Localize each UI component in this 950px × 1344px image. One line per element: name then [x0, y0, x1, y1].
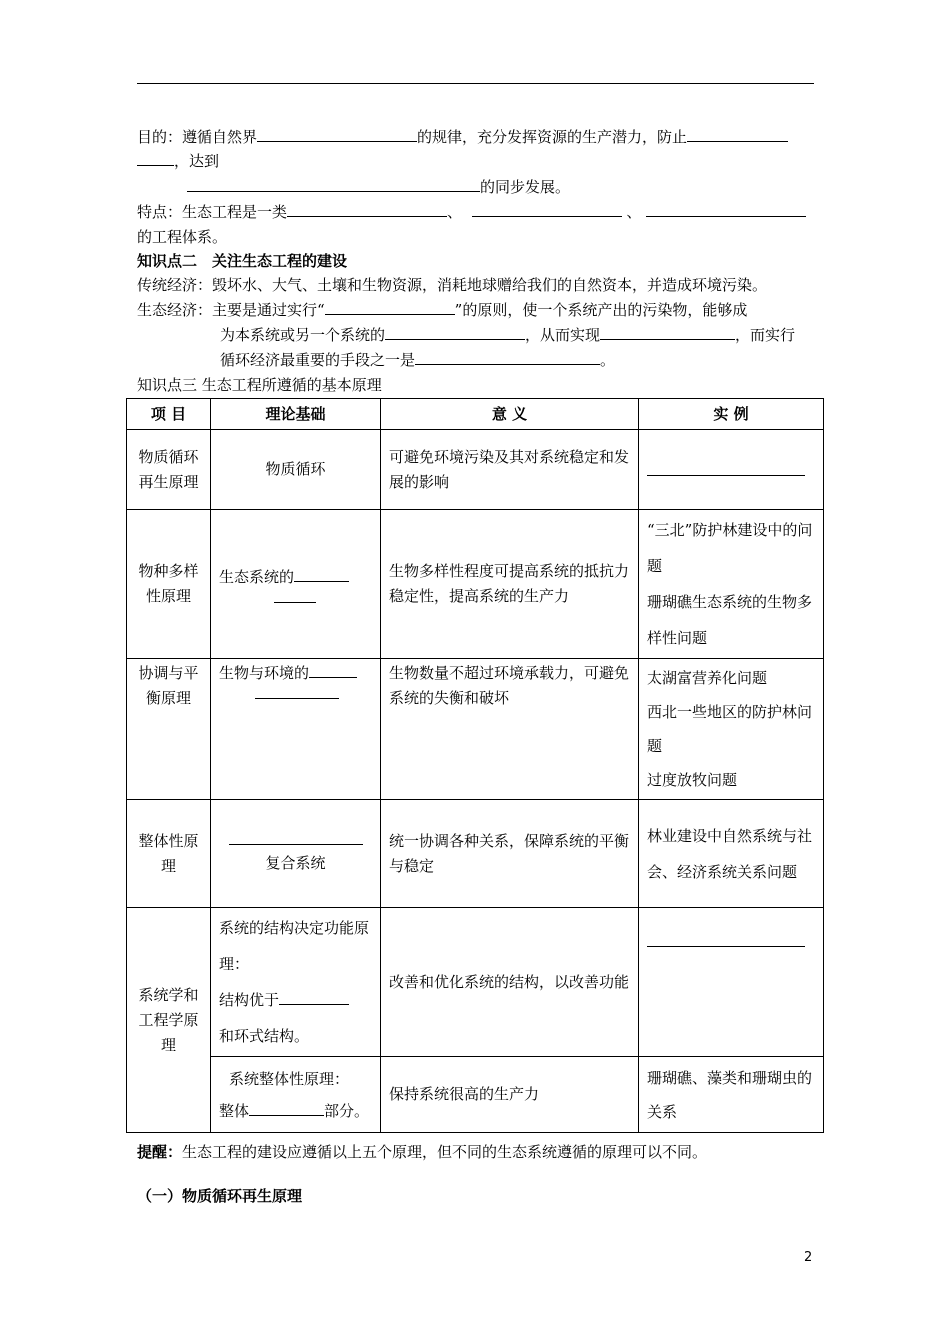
basis-cell: [211, 510, 381, 659]
kp3-title: 知识点三 生态工程所遵循的基本原理: [137, 376, 382, 394]
header-item: 项 目: [127, 399, 211, 430]
example-text: “三北”防护林建设中的问题: [647, 521, 813, 575]
meaning-cell: 保持系统很高的生产力: [381, 1057, 639, 1133]
kp2-title: 知识点二 关注生态工程的建设: [137, 252, 348, 270]
example-cell: [639, 908, 824, 1057]
basis-text: 生物与环境的: [219, 664, 310, 682]
table-row: [127, 800, 824, 908]
meaning-cell: 生物数量不超过环境承载力，可避免系统的失衡和破坏: [381, 659, 639, 800]
blank: [287, 202, 447, 217]
item-cell: 系统学和工程学原理: [127, 908, 211, 1133]
basis-cell: [211, 908, 381, 1057]
purpose-line-1: [137, 126, 788, 148]
table-row: [127, 510, 824, 659]
tip-line: [137, 1141, 707, 1163]
purpose-text-2: ，达到: [174, 152, 220, 170]
table-row: [127, 659, 824, 800]
eco-line-1: [137, 299, 747, 321]
purpose-text-3: 的同步发展。: [480, 178, 571, 196]
blank: [415, 350, 600, 365]
blank: [274, 590, 316, 603]
eco-text: 生态经济：主要是通过实行“: [137, 301, 325, 319]
blank: [647, 934, 805, 947]
tip-label: 提醒：: [137, 1143, 183, 1161]
item-cell: 整体性原理: [127, 800, 211, 908]
basis-text: 整体: [219, 1101, 250, 1120]
item-cell: 物种多样性原理: [127, 510, 211, 659]
example-cell: [639, 659, 824, 800]
header-basis: 理论基础: [211, 399, 381, 430]
eco-text: ”的原则，使一个系统产出的污染物，能够成: [454, 301, 748, 319]
blank: [646, 202, 806, 217]
example-text: 西北一些地区的防护林问题: [647, 703, 813, 755]
basis-text: 生态系统的: [219, 568, 295, 586]
traditional-economy: 传统经济：毁坏水、大气、土壤和生物资源，消耗地球赠给我们的自然资本，并造成环境污染。: [137, 276, 768, 294]
basis-text: 系统整体性原理：: [229, 1069, 350, 1088]
blank: [687, 127, 788, 142]
table-row: [127, 908, 824, 1057]
example-text: 过度放牧问题: [647, 771, 738, 789]
blank: [255, 686, 339, 699]
feature-line-2: [137, 226, 227, 248]
eco-text: 为本系统或另一个系统的: [220, 326, 386, 344]
eco-text: 循环经济最重要的手段之一是: [220, 351, 416, 369]
table-row: [127, 430, 824, 510]
eco-text: 。: [600, 351, 616, 369]
basis-cell: [211, 1057, 381, 1133]
example-cell: 珊瑚礁、藻类和珊瑚虫的关系: [639, 1057, 824, 1133]
header-meaning: 意 义: [381, 399, 639, 430]
blank: [257, 127, 417, 142]
blank: [325, 300, 455, 315]
purpose-line-2: [137, 150, 219, 172]
basis-cell: [211, 659, 381, 800]
blank: [472, 202, 622, 217]
basis-text: [219, 1095, 372, 1127]
blank: [137, 151, 174, 166]
blank: [385, 325, 525, 340]
principles-table: [126, 398, 824, 1133]
example-cell: 林业建设中自然系统与社会、经济系统关系问题: [639, 800, 824, 908]
tip-text: 生态工程的建设应遵循以上五个原理，但不同的生态系统遵循的原理可以不同。: [182, 1143, 708, 1161]
basis-cell: [211, 800, 381, 908]
eco-text: ，从而实现: [525, 326, 601, 344]
purpose-label: 目的：遵循自然界: [137, 128, 258, 146]
meaning-cell: 可避免环境污染及其对系统稳定和发展的影响: [381, 430, 639, 510]
blank: [279, 990, 349, 1005]
basis-cell: 物质循环: [211, 430, 381, 510]
example-text: 太湖富营养化问题: [647, 669, 768, 687]
blank: [600, 325, 735, 340]
meaning-cell: 改善和优化系统的结构，以改善功能: [381, 908, 639, 1057]
item-cell: 协调与平衡原理: [127, 659, 211, 800]
feature-label: 特点：生态工程是一类: [137, 203, 288, 221]
section-heading: （一）物质循环再生原理: [137, 1187, 303, 1205]
table-row: [127, 1057, 824, 1133]
meaning-cell: 生物多样性程度可提高系统的抵抗力稳定性，提高系统的生产力: [381, 510, 639, 659]
basis-text: 系统的结构决定功能原理：: [219, 919, 370, 973]
blank: [229, 832, 363, 845]
header-example: 实 例: [639, 399, 824, 430]
eco-line-3: [220, 349, 615, 371]
eco-line-2: [220, 324, 795, 346]
page-number: 2: [804, 1250, 813, 1265]
blank: [249, 1101, 324, 1116]
table-header-row: [127, 399, 824, 430]
example-cell: [639, 510, 824, 659]
blank: [647, 463, 805, 476]
purpose-line-3: [187, 176, 570, 198]
sep: 、: [626, 203, 642, 221]
blank: [309, 663, 357, 678]
blank: [187, 177, 480, 192]
sep: 、: [447, 203, 463, 221]
purpose-text-1: 的规律，充分发挥资源的生产潜力，防止: [417, 128, 688, 146]
example-cell: [639, 430, 824, 510]
feature-end: 的工程体系。: [137, 228, 228, 246]
basis-text: 部分。: [324, 1101, 370, 1120]
basis-text: 和环式结构。: [219, 1027, 310, 1045]
blank: [294, 567, 349, 582]
eco-text: ，而实行: [735, 326, 796, 344]
item-cell: 物质循环再生原理: [127, 430, 211, 510]
meaning-cell: 统一协调各种关系，保障系统的平衡与稳定: [381, 800, 639, 908]
basis-text: 复合系统: [265, 853, 326, 872]
feature-line-1: [137, 201, 806, 223]
header-rule: [137, 83, 814, 84]
basis-text: [219, 982, 372, 1018]
example-text: 珊瑚礁生态系统的生物多样性问题: [647, 593, 813, 647]
basis-text: 结构优于: [219, 991, 280, 1009]
